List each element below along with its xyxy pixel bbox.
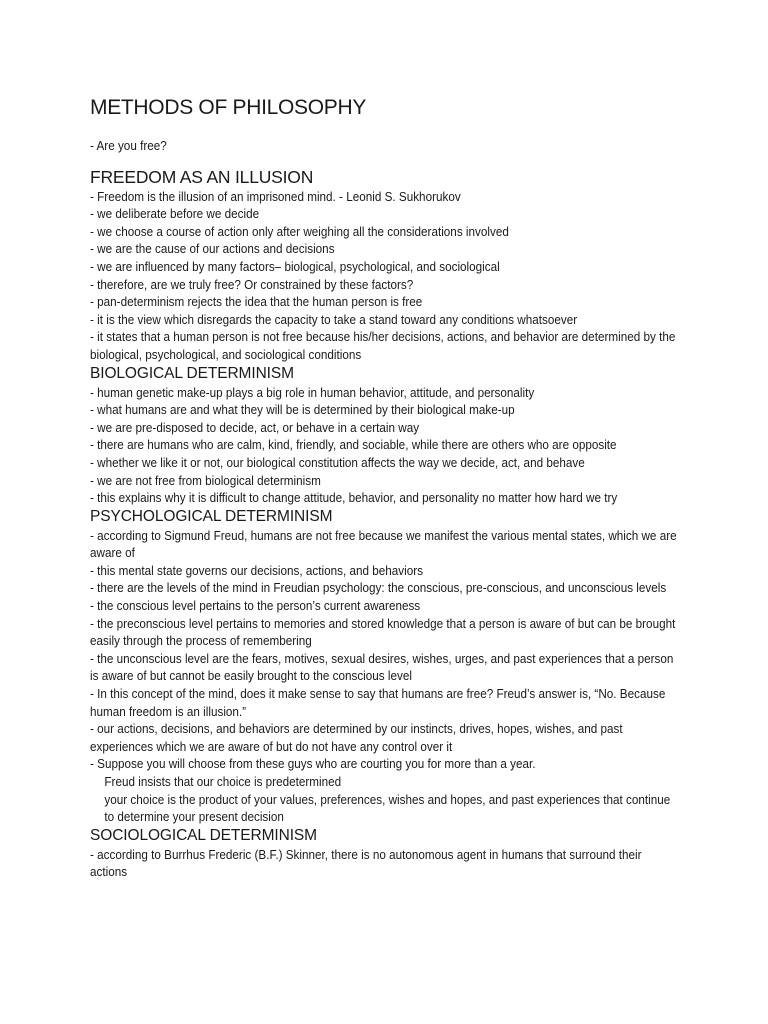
text-line: - there are humans who are calm, kind, friendly, and sociable, while there are others who are opposite — [90, 437, 617, 453]
section-sociological-determinism — [90, 826, 708, 881]
text-line: - we are not free from biological determinism — [90, 472, 321, 488]
section-biological-determinism — [90, 364, 708, 507]
text-line: - human genetic make-up plays a big role in human behavior, attitude, and personality — [90, 384, 535, 400]
section-heading: BIOLOGICAL DETERMINISM — [90, 364, 294, 382]
section-heading: FREEDOM AS AN ILLUSION — [90, 166, 314, 187]
text-line: - we choose a course of action only after weighing all the considerations involved — [90, 223, 509, 239]
text-line: - our actions, decisions, and behaviors are determined by our instincts, drives, hopes, wishes, and past experiences which we are aware of but do not have any control over it — [90, 721, 623, 754]
section-psychological-determinism — [90, 507, 708, 826]
text-line: - according to Sigmund Freud, humans are not free because we manifest the various mental states, which we are aware of — [90, 527, 677, 561]
section-freedom-as-illusion — [90, 166, 708, 364]
section-lines — [90, 846, 708, 881]
section-heading: SOCIOLOGICAL DETERMINISM — [90, 826, 317, 844]
text-line: - there are the levels of the mind in Freudian psychology: the conscious, pre-conscious, and unconscious levels — [90, 580, 667, 596]
text-line: - this explains why it is difficult to change attitude, behavior, and personality no matter how hard we try — [90, 490, 618, 506]
text-line: - we deliberate before we decide — [90, 206, 260, 222]
section-lines — [90, 384, 708, 507]
text-line: - what humans are and what they will be is determined by their biological make-up — [90, 402, 515, 418]
document-title: METHODS OF PHILOSOPHY — [90, 96, 367, 119]
text-line: - the unconscious level are the fears, motives, sexual desires, wishes, urges, and past experiences that a person is aware of but cannot be easily brought to the conscious level — [90, 650, 674, 684]
text-line: - In this concept of the mind, does it make sense to say that humans are free? Freud’s answer is, “No. Because human freedom is an illusion.” — [90, 686, 666, 719]
section-heading: PSYCHOLOGICAL DETERMINISM — [90, 507, 333, 525]
text-line: - whether we like it or not, our biological constitution affects the way we decide, act, and behave — [90, 454, 585, 470]
text-line: - we are the cause of our actions and decisions — [90, 241, 335, 257]
text-line: - this mental state governs our decisions, actions, and behaviors — [90, 562, 423, 578]
section-lines — [90, 527, 708, 826]
text-line: - Suppose you will choose from these guys who are courting you for more than a year. — [90, 756, 536, 772]
text-line: - according to Burrhus Frederic (B.F.) Skinner, there is no autonomous agent in humans that surround their actions — [90, 846, 642, 880]
text-line: - the preconscious level pertains to memories and stored knowledge that a person is aware of but can be brought easily through the process of remembering — [90, 615, 676, 649]
text-line: - we are pre-disposed to decide, act, or behave in a certain way — [90, 419, 420, 435]
text-line: - therefore, are we truly free? Or constrained by these factors? — [90, 276, 414, 292]
intro-question: - Are you free? — [90, 138, 167, 153]
text-line: - we are influenced by many factors– biological, psychological, and sociological — [90, 258, 500, 274]
section-lines — [90, 188, 708, 364]
text-line: - Freedom is the illusion of an imprisoned mind. - Leonid S. Sukhorukov — [90, 188, 461, 204]
text-line: - it is the view which disregards the capacity to take a stand toward any conditions whatsoever — [90, 311, 578, 327]
text-line: - it states that a human person is not free because his/her decisions, actions, and behavior are determined by the biological, psychological, and sociological conditions — [90, 329, 676, 362]
indented-line: your choice is the product of your values, preferences, wishes and hopes, and past experiences that continue to determine your present decision — [104, 791, 671, 825]
text-line: - pan-determinism rejects the idea that the human person is free — [90, 294, 423, 310]
indented-line: Freud insists that our choice is predetermined — [104, 774, 342, 789]
text-line: - the conscious level pertains to the person’s current awareness — [90, 598, 421, 614]
